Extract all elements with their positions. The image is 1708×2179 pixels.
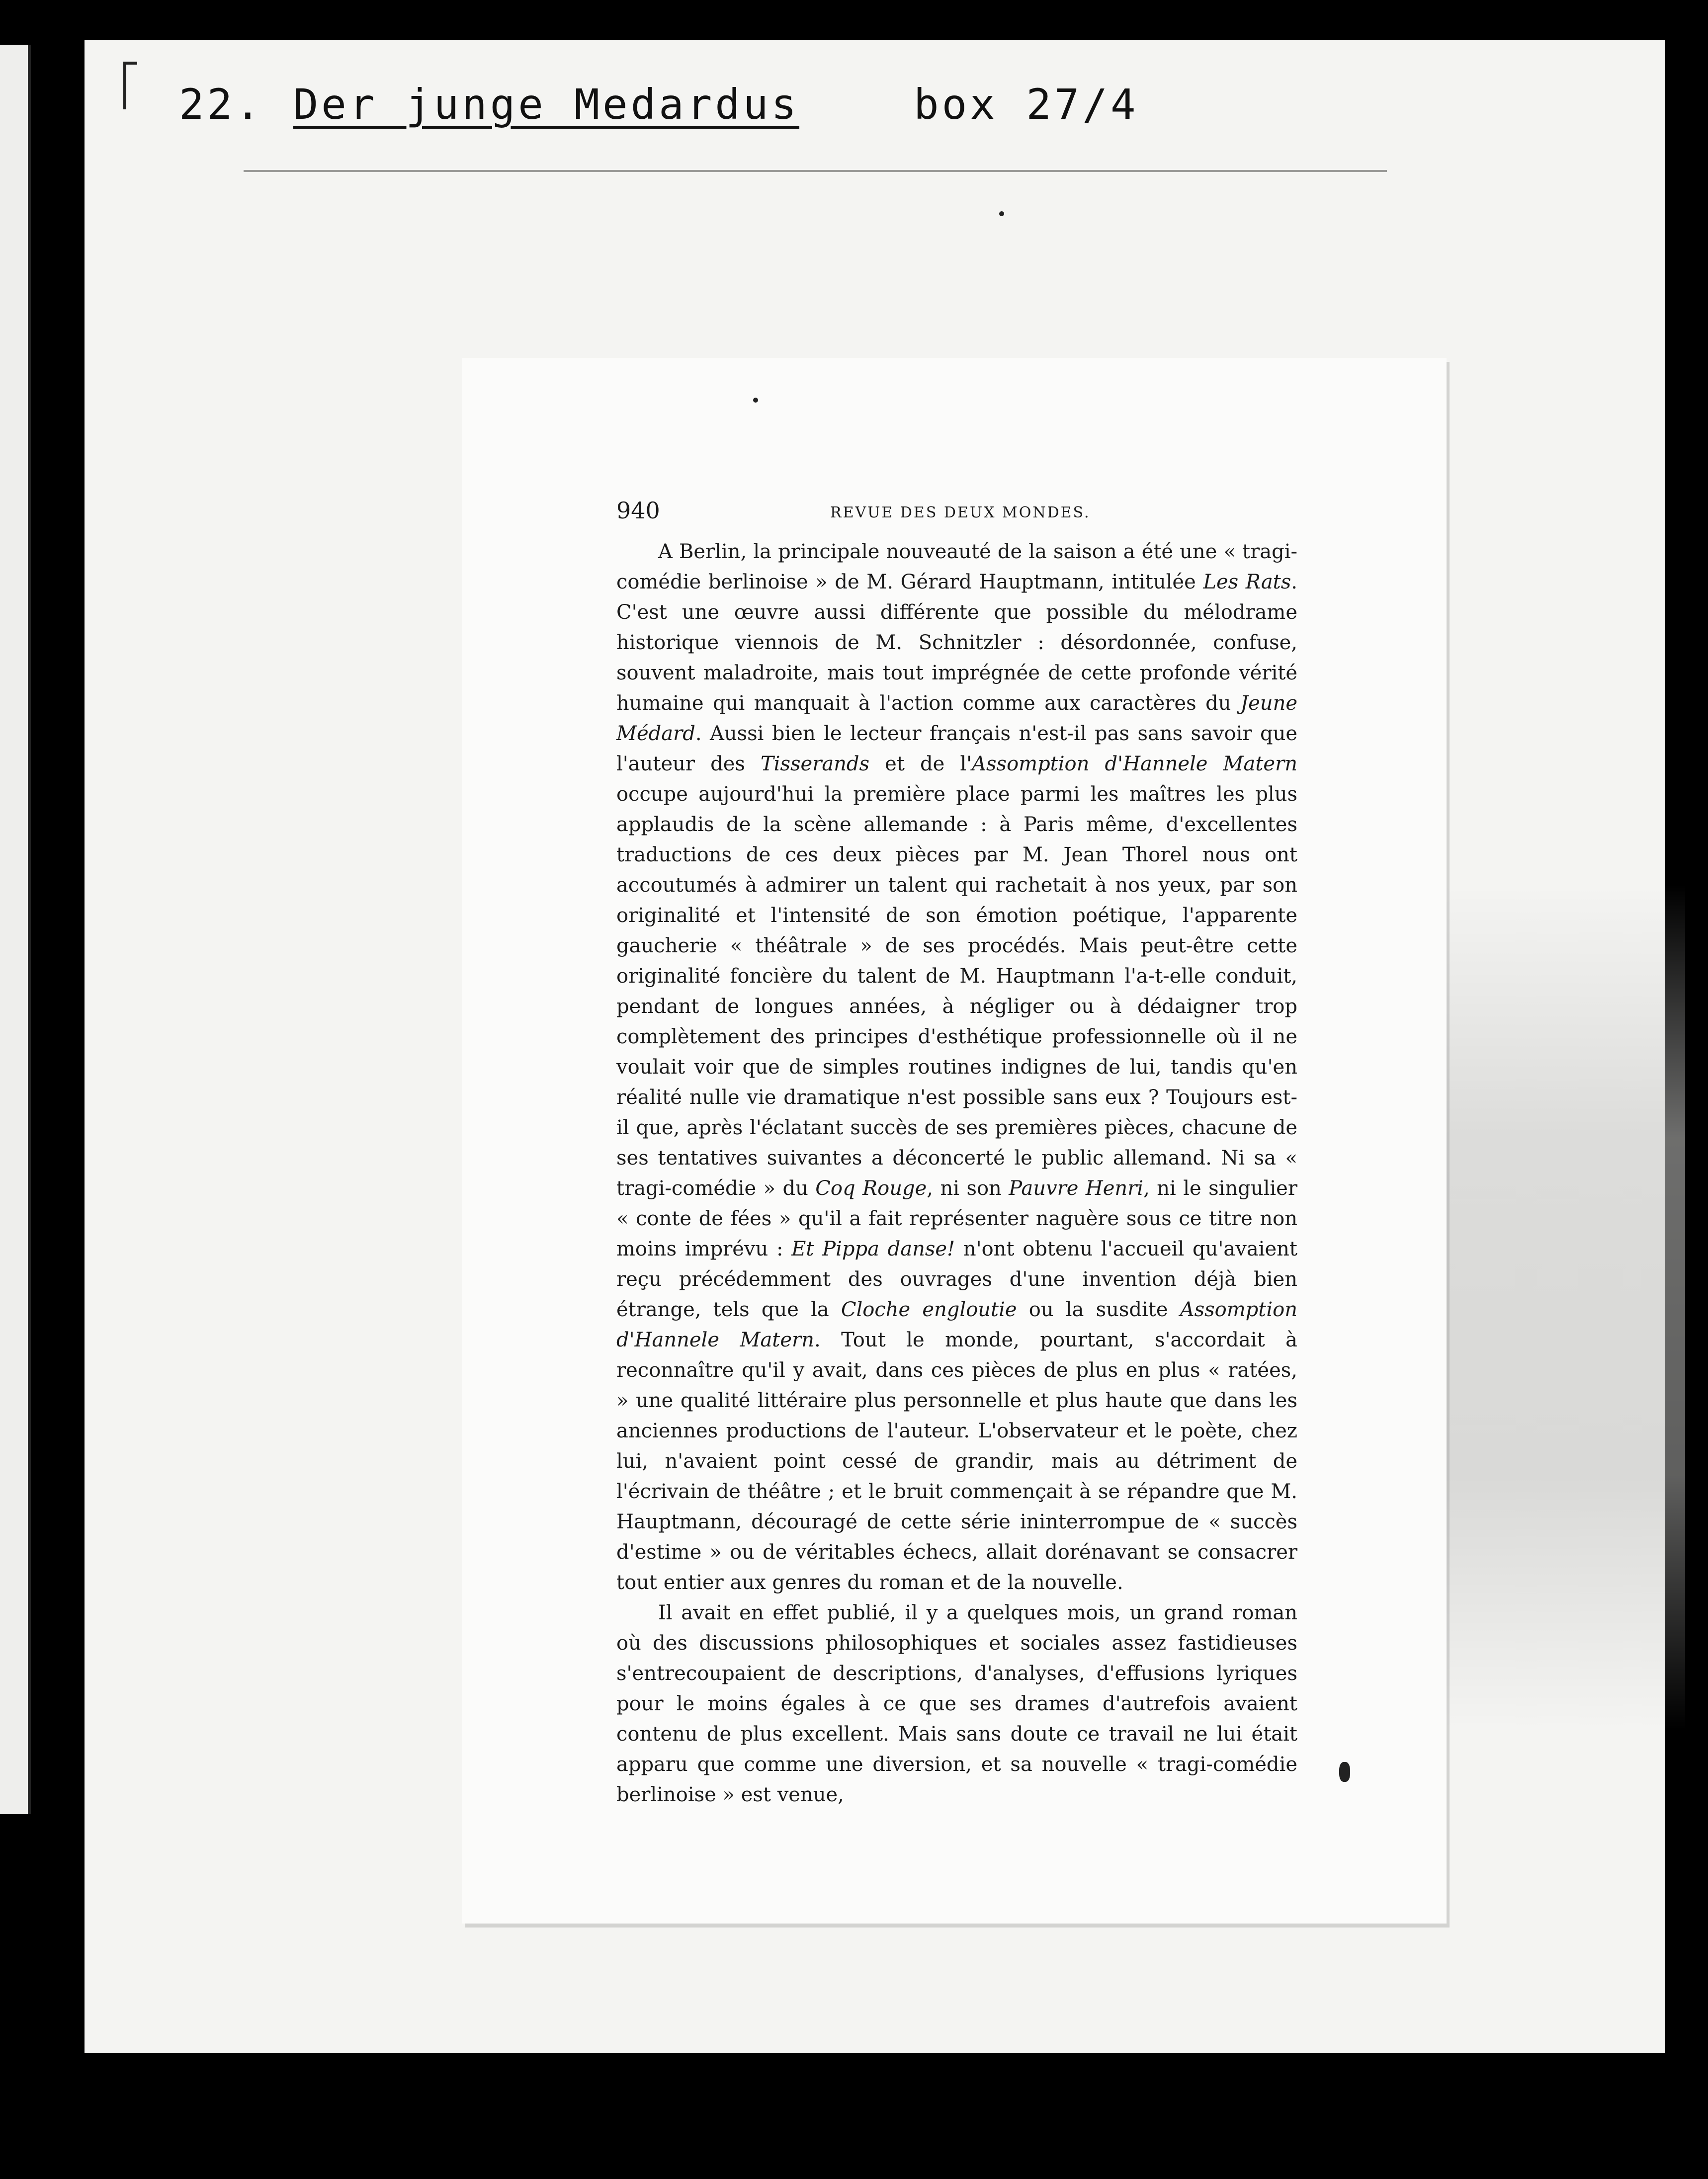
paragraph-text: . C'est une œuvre aussi différente que possible du mélodrame historique viennois de M. Schnitzler : désordonnée, confuse, souvent maladroite, mais tout imprégnée de cette profonde vérité humaine qui manquait à l'action comme aux caractères du <box>616 571 1297 715</box>
italic-title-text: Assomption d'Hannele Matern <box>972 753 1297 775</box>
speck <box>1339 1762 1350 1782</box>
paragraph-text: occupe aujourd'hui la première place parmi les maîtres les plus applaudis de la scène allemande : à Paris même, d'excellentes traductions de ces deux pièces par M. Jean Thorel nous ont accoutumés à admirer un talent qui rachetait à nos yeux, par son originalité et l'intensité de son émotion poétique, l'apparente gaucherie « théâtrale » de ses procédés. Mais peut-être cette originalité foncière du talent de M. Hauptmann l'a-t-elle conduit, pendant de longues années, à négliger ou à dédaigner trop complètement des principes d'esthétique professionnelle où il ne voulait voir que de simples routines indignes de lui, tandis qu'en réalité nulle vie dramatique n'est possible sans eux ? Toujours est-il que, après l'éclatant succès de ses premières pièces, chacune de ses tentatives suivantes a déconcerté le public allemand. Ni sa « tragi-comédie » du <box>616 783 1297 1200</box>
paragraph-text: et de l' <box>869 753 972 775</box>
adjacent-page-edge <box>0 45 31 1814</box>
article-body <box>616 537 1297 1810</box>
corner-bracket-mark <box>123 62 137 109</box>
paragraph-text: n'ont obtenu l'accueil qu'avaient reçu précédemment des ouvrages d'une invention déjà bien étrange, tels que la <box>616 1238 1297 1321</box>
paragraph-text: Il avait en effet publié, il y a quelques mois, un grand roman où des discussions philosophiques et sociales assez fastidieuses s'entrecoupaient de descriptions, d'analyses, d'effusions lyriques pour le moins égales à ce que ses drames d'autrefois avaient contenu de plus excellent. Mais sans doute ce travail ne lui était apparu que comme une diversion, et sa nouvelle « tragi-comédie berlinoise » est venue, <box>616 1601 1297 1806</box>
italic-title-text: Tisserands <box>761 753 870 775</box>
italic-title-text: Pauvre Henri <box>1009 1177 1144 1200</box>
italic-title-text: Cloche engloutie <box>841 1298 1017 1321</box>
paper-shading <box>1427 885 1685 1730</box>
folder-number: 22. <box>179 80 263 129</box>
folder-label <box>179 70 1139 139</box>
clipping-content <box>616 497 1297 1810</box>
speck <box>753 398 758 403</box>
newspaper-clipping <box>462 358 1447 1924</box>
italic-title-text: Assomption d'Hannele Matern <box>616 1298 1297 1351</box>
journal-title: REVUE DES DEUX MONDES. <box>830 504 1091 521</box>
paragraph-text: ou la susdite <box>1017 1298 1180 1321</box>
label-underline-rule <box>244 170 1387 172</box>
folder-title: Der junge Medardus <box>293 80 800 129</box>
italic-title-text: Les Rats <box>1203 571 1291 593</box>
italic-title-text: Coq Rouge <box>815 1177 927 1200</box>
page-number: 940 <box>616 497 660 524</box>
article-paragraph <box>616 1598 1297 1810</box>
italic-title-text: Et Pippa danse! <box>791 1238 955 1260</box>
archive-folder-sheet <box>85 40 1665 2053</box>
paragraph-text: . Tout le monde, pourtant, s'accordait à reconnaître qu'il y avait, dans ces pièces de plus en plus « ratées, » une qualité littéraire plus personnelle et plus haute que dans les anciennes productions de l'auteur. L'observateur et le poète, chez lui, n'avaient point cessé de grandir, mais au détriment de l'écrivain de théâtre ; et le bruit commençait à se répandre que M. Hauptmann, découragé de cette série ininterrompue de « succès d'estime » ou de véritables échecs, allait dorénavant se consacrer tout entier aux genres du roman et de la nouvelle. <box>616 1329 1297 1594</box>
running-head <box>616 497 1297 537</box>
box-number: box 27/4 <box>914 80 1139 129</box>
paragraph-text: . Aussi bien le lecteur français n'est-il pas sans savoir que l'auteur des <box>616 722 1297 775</box>
italic-title-text: Jeune Médard <box>616 692 1297 745</box>
article-paragraph <box>616 537 1297 1598</box>
speck <box>999 211 1004 216</box>
paragraph-text: A Berlin, la principale nouveauté de la saison a été une « tragi-comédie berlinoise » de M. Gérard Hauptmann, intitulée <box>616 540 1297 593</box>
paragraph-text: , ni son <box>927 1177 1009 1200</box>
paragraph-text: , ni le singulier « conte de fées » qu'il a fait représenter naguère sous ce titre non moins imprévu : <box>616 1177 1297 1260</box>
